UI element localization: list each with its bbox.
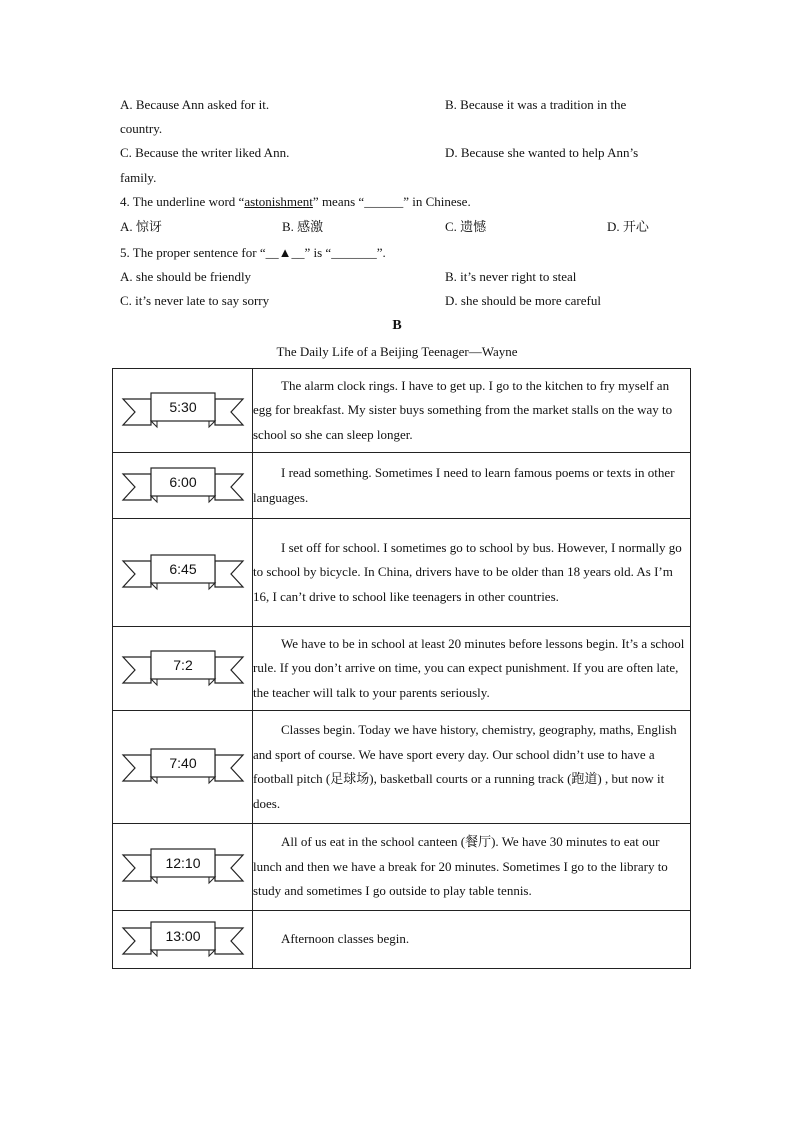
- ribbon-banner-icon: [121, 847, 245, 887]
- activity-cell: [253, 824, 691, 911]
- activity-cell: [253, 627, 691, 711]
- ribbon-banner-icon: [121, 553, 245, 593]
- activity-cell: [253, 711, 691, 824]
- q4-option-d: D. 开心: [607, 219, 649, 234]
- activity-text: All of us eat in the school canteen (餐厅). We have 30 minutes to eat our lunch and then we have a break for 20 minutes. Sometimes I go to the library to study and sometimes I go outside to play table tennis.: [253, 834, 668, 899]
- ribbon-banner-icon: [121, 391, 245, 431]
- time-cell: [113, 519, 253, 627]
- time-cell: [113, 711, 253, 824]
- ribbon-banner-icon: [121, 649, 245, 689]
- q4-prefix: 4. The underline word “: [120, 194, 245, 209]
- activity-cell: [253, 911, 691, 969]
- activity-text: Afternoon classes begin.: [281, 931, 410, 947]
- q4-option-b: B. 感激: [282, 219, 324, 234]
- schedule-row: [113, 453, 691, 519]
- q4-suffix: ” in Chinese.: [403, 194, 471, 209]
- passage-title: The Daily Life of a Beijing Teenager—Wayne: [276, 344, 518, 359]
- q5-option-d: D. she should be more careful: [445, 293, 601, 308]
- activity-text: Classes begin. Today we have history, chemistry, geography, maths, English and sport of course. We have sport every day. Our school didn’t use to have a football pitch (足球场), basketball courts or a running track (跑道) , but now it does.: [253, 722, 677, 811]
- question-4: [120, 194, 471, 210]
- schedule-row: [113, 519, 691, 627]
- q5-marker: __▲__: [265, 245, 305, 260]
- q4-underlined-word: astonishment: [244, 194, 313, 209]
- time-label: 6:45: [168, 560, 197, 577]
- q3-option-d: D. Because she wanted to help Ann’s: [445, 145, 639, 160]
- q4-option-c: C. 遗憾: [445, 219, 487, 234]
- q3-option-b: B. Because it was a tradition in the: [445, 97, 627, 112]
- q5-middle: ” is “: [304, 245, 332, 260]
- time-cell: [113, 453, 253, 519]
- q5-blank: _______: [331, 245, 377, 260]
- schedule-table: [112, 368, 691, 969]
- question-5: [120, 245, 386, 261]
- q4-middle: ” means “: [312, 194, 365, 209]
- activity-cell: [253, 369, 691, 453]
- time-label: 12:10: [164, 855, 201, 871]
- activity-cell: [253, 519, 691, 627]
- q5-suffix: ”.: [376, 245, 386, 260]
- q3-option-d-continued: family.: [120, 170, 157, 185]
- time-label: 5:30: [168, 398, 197, 415]
- schedule-row: [113, 627, 691, 711]
- activity-text: The alarm clock rings. I have to get up. I go to the kitchen to fry myself an egg for breakfast. My sister buys something from the market stalls on the way to school so she can sleep longer.: [253, 377, 673, 442]
- time-cell: [113, 627, 253, 711]
- time-label: 7:2: [172, 656, 193, 673]
- activity-text: We have to be in school at least 20 minutes before lessons begin. It’s a school rule. If you don’t arrive on time, you can expect punishment. If you are often late, the teacher will talk to your parents seriously.: [253, 635, 685, 700]
- time-cell: [113, 369, 253, 453]
- time-label: 13:00: [164, 927, 201, 944]
- q3-option-c: C. Because the writer liked Ann.: [120, 145, 290, 160]
- activity-text: I read something. Sometimes I need to learn famous poems or texts in other languages.: [253, 465, 675, 505]
- time-cell: [113, 911, 253, 969]
- q4-option-a: A. 惊讶: [120, 219, 162, 234]
- q3-option-b-continued: country.: [120, 121, 163, 136]
- q5-option-c: C. it’s never late to say sorry: [120, 293, 270, 308]
- q5-option-b: B. it’s never right to steal: [445, 269, 577, 284]
- schedule-row: [113, 711, 691, 824]
- schedule-row: [113, 369, 691, 453]
- q3-option-a: A. Because Ann asked for it.: [120, 97, 270, 112]
- time-label: 7:40: [168, 755, 197, 771]
- ribbon-banner-icon: [121, 920, 245, 960]
- schedule-row: [113, 911, 691, 969]
- section-label: B: [392, 318, 402, 333]
- ribbon-banner-icon: [121, 747, 245, 787]
- q5-option-a: A. she should be friendly: [120, 269, 252, 284]
- time-label: 6:00: [168, 473, 197, 490]
- activity-cell: [253, 453, 691, 519]
- schedule-row: [113, 824, 691, 911]
- q5-prefix: 5. The proper sentence for “: [120, 245, 266, 260]
- ribbon-banner-icon: [121, 466, 245, 506]
- activity-text: I set off for school. I sometimes go to school by bus. However, I normally go to school by bicycle. In China, drivers have to be older than 18 years old. As I’m 16, I can’t drive to school like teenagers in other countries.: [253, 539, 682, 604]
- time-cell: [113, 824, 253, 911]
- q4-blank: ______: [364, 194, 404, 209]
